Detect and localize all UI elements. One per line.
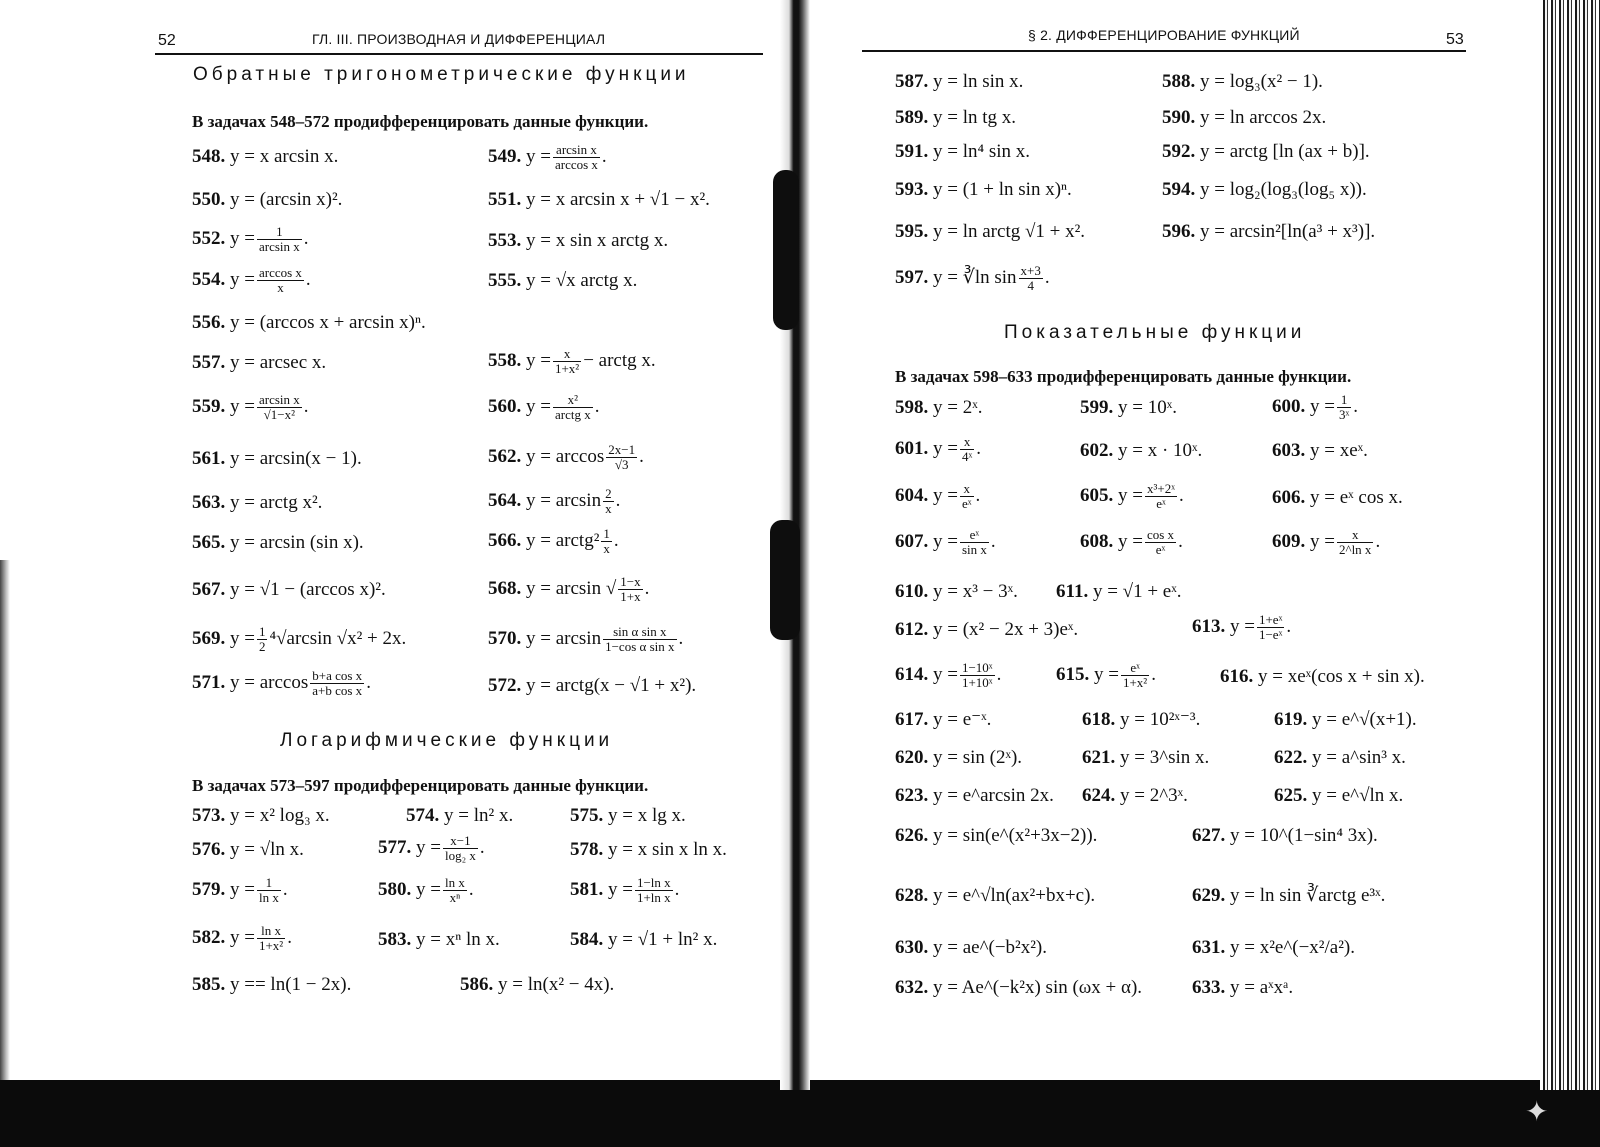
problem-623: 623. y = e^arcsin 2x. [895,785,1054,806]
problem-626: 626. y = sin(e^(x²+3x−2)). [895,825,1098,846]
problem-555: 555. y = √x arctg x. [488,270,638,291]
problem-596: 596. y = arcsin²[ln(a³ + x³)]. [1162,221,1376,242]
scan-left-edge-shadow [0,560,10,1080]
problem-632: 632. y = Ae^(−k²x) sin (ωx + α). [895,977,1143,998]
right-page-number: 53 [1446,31,1464,48]
scan-dark-border-bottom [0,1080,1600,1147]
problem-597: 597. y = ∛ln sin $\frac{x+3}{4}$ . [895,263,1050,294]
problem-550: 550. y = (arcsin x)². [192,189,343,210]
problem-573: 573. y = x² log₃ x. [192,805,330,826]
right-running-head: § 2. ДИФФЕРЕНЦИРОВАНИЕ ФУНКЦИЙ [1028,27,1300,43]
problem-557: 557. y = arcsec x. [192,352,327,373]
problem-567: 567. y = √1 − (arccos x)². [192,579,386,600]
problem-621: 621. y = 3^sin x. [1082,747,1210,768]
problem-587: 587. y = ln sin x. [895,71,1024,92]
problem-617: 617. y = e⁻ˣ. [895,709,992,730]
problem-600: 600. y = $\frac{1}{\text{3ˣ}}$ . [1272,392,1358,423]
problem-551: 551. y = x arcsin x + √1 − x². [488,189,710,210]
problem-612: 612. y = (x² − 2x + 3)eˣ. [895,619,1079,640]
problem-560: 560. y = x² arctg x . [488,392,600,423]
problem-580: 580. y = $\frac{\text{ln x}}{\text{xⁿ}}$ . [378,875,474,906]
problem-591: 591. y = ln⁴ sin x. [895,141,1031,162]
problem-571: 571. y = arccos $\frac{\text{b+a cos x}}{\text{a+b cos x}}$ . [192,668,371,699]
problem-577: 577. y = $\frac{x-1}{\text{log₂ x}}$ . [378,833,485,864]
problem-553: 553. y = x sin x arctg x. [488,230,669,251]
problem-592: 592. y = arctg [ln (ax + b)]. [1162,141,1370,162]
problem-558: 558. y = $\frac{x}{\text{1+x²}}$ − arctg x. [488,346,656,377]
problem-563: 563. y = arctg x². [192,492,323,513]
problem-614: 614. y = $\frac{\text{1−10ˣ}}{\text{1+10ˣ}}$ . [895,660,1002,691]
problem-586: 586. y = ln(x² − 4x). [460,974,615,995]
problem-629: 629. y = ln sin ∛arctg e³ˣ. [1192,885,1386,906]
section-title-exp: Показательные функции [1004,322,1306,343]
section-title-log: Логарифмические функции [280,730,614,751]
problem-552: 552. y = $\frac{1}{\text{arcsin x}}$ . [192,224,309,255]
problem-578: 578. y = x sin x ln x. [570,839,727,860]
problem-605: 605. y = $\frac{\text{x³+2ˣ}}{\text{eˣ}}$ . [1080,481,1184,512]
problem-575: 575. y = x lg x. [570,805,686,826]
right-header-rule [862,50,1466,52]
problem-585: 585. y == ln(1 − 2x). [192,974,352,995]
problem-556: 556. y = (arccos x + arcsin x)ⁿ. [192,312,426,333]
page-corner-icon: ✦ [1525,1095,1549,1128]
problem-613: 613. y = $\frac{\text{1+eˣ}}{\text{1−eˣ}}$ . [1192,612,1292,643]
problem-559: 559. y = $\frac{\text{arcsin x}}{\text{√1−x²}}$ . [192,392,309,423]
problem-594: 594. y = log₂(log₃(log₅ x)). [1162,179,1367,200]
problem-561: 561. y = arcsin(x − 1). [192,448,362,469]
problem-627: 627. y = 10^(1−sin⁴ 3x). [1192,825,1378,846]
problem-579: 579. y = $\frac{1}{\text{ln x}}$ . [192,875,288,906]
problem-604: 604. y = $\frac{x}{\text{eˣ}}$ . [895,481,981,512]
section-intro-exp: В задачах 598–633 продифференцировать данные функции. [895,367,1352,386]
section-title-trig: Обратные тригонометрические функции [193,64,690,85]
problem-554: 554. y = $\frac{\text{arccos x}}{x}$ . [192,265,311,296]
problem-633: 633. y = aˣxᵃ. [1192,977,1294,998]
problem-631: 631. y = x²e^(−x²/a²). [1192,937,1355,958]
problem-568: 568. y = arcsin √ $\frac{1-x}{1+x}$ . [488,574,650,605]
problem-622: 622. y = a^sin³ x. [1274,747,1406,768]
problem-598: 598. y = 2ˣ. [895,397,983,418]
problem-565: 565. y = arcsin (sin x). [192,532,364,553]
problem-619: 619. y = e^√(x+1). [1274,709,1417,730]
problem-607: 607. y = $\frac{\text{eˣ}}{\text{sin x}}$ . [895,527,996,558]
problem-593: 593. y = (1 + ln sin x)ⁿ. [895,179,1072,200]
problem-628: 628. y = e^√ln(ax²+bx+c). [895,885,1096,906]
problem-603: 603. y = xeˣ. [1272,440,1368,461]
section-intro-trig: В задачах 548–572 продифференцировать данные функции. [192,112,649,131]
problem-564: 564. y = arcsin $\frac{2}{x}$ . [488,486,621,517]
problem-620: 620. y = sin (2ˣ). [895,747,1023,768]
problem-630: 630. y = ae^(−b²x²). [895,937,1048,958]
problem-608: 608. y = $\frac{\text{cos x}}{\text{eˣ}}$ . [1080,527,1183,558]
problem-562: 562. y = arccos $\frac{2x-1}{√3}$ . [488,442,644,473]
problem-569: 569. y = $\frac{1}{2}$ ⁴√arcsin √x² + 2x. [192,624,407,655]
problem-572: 572. y = arctg(x − √1 + x²). [488,675,697,696]
problem-615: 615. y = $\frac{\text{eˣ}}{\text{1+x²}}$ . [1056,660,1156,691]
problem-548: 548. y = x arcsin x. [192,146,339,167]
problem-590: 590. y = ln arccos 2x. [1162,107,1327,128]
problem-574: 574. y = ln² x. [406,805,514,826]
problem-624: 624. y = 2^3ˣ. [1082,785,1188,806]
problem-610: 610. y = x³ − 3ˣ. [895,581,1018,602]
section-intro-log: В задачах 573–597 продифференцировать данные функции. [192,776,649,795]
problem-584: 584. y = √1 + ln² x. [570,929,718,950]
problem-570: 570. y = arcsin $\frac{\text{sin α sin x}}{\text{1−cos α sin x}}$ . [488,624,684,655]
problem-588: 588. y = log₃(x² − 1). [1162,71,1323,92]
problem-576: 576. y = √ln x. [192,839,304,860]
left-running-head: ГЛ. III. ПРОИЗВОДНАЯ И ДИФФЕРЕНЦИАЛ [312,31,606,47]
problem-549: 549. y = $\frac{\text{arcsin x}}{\text{arccos x}}$ . [488,142,607,173]
left-header-rule [155,53,763,55]
problem-595: 595. y = ln arctg √1 + x². [895,221,1086,242]
problem-611: 611. y = √1 + eˣ. [1056,581,1182,602]
page-edges-stack [1540,0,1600,1090]
problem-602: 602. y = x · 10ˣ. [1080,440,1203,461]
gutter-shadow-lower [770,520,800,640]
problem-566: 566. y = arctg² $\frac{1}{x}$ . [488,526,619,557]
problem-589: 589. y = ln tg x. [895,107,1017,128]
problem-599: 599. y = 10ˣ. [1080,397,1177,418]
problem-625: 625. y = e^√ln x. [1274,785,1404,806]
problem-618: 618. y = 10²ˣ⁻³. [1082,709,1201,730]
problem-616: 616. y = xeˣ(cos x + sin x). [1220,666,1425,687]
gutter-shadow-upper [773,170,799,330]
problem-583: 583. y = xⁿ ln x. [378,929,500,950]
problem-582: 582. y = $\frac{\text{ln x}}{\text{1+x²}}$ . [192,923,292,954]
problem-601: 601. y = $\frac{x}{\text{4ˣ}}$ . [895,434,981,465]
problem-581: 581. y = $\frac{\text{1−ln x}}{\text{1+ln x}}$ . [570,875,680,906]
problem-606: 606. y = eˣ cos x. [1272,487,1403,508]
problem-609: 609. y = $\frac{x}{\text{2\textasciicircum{}ln x}}$ . [1272,527,1381,558]
left-page-number: 52 [158,32,176,49]
